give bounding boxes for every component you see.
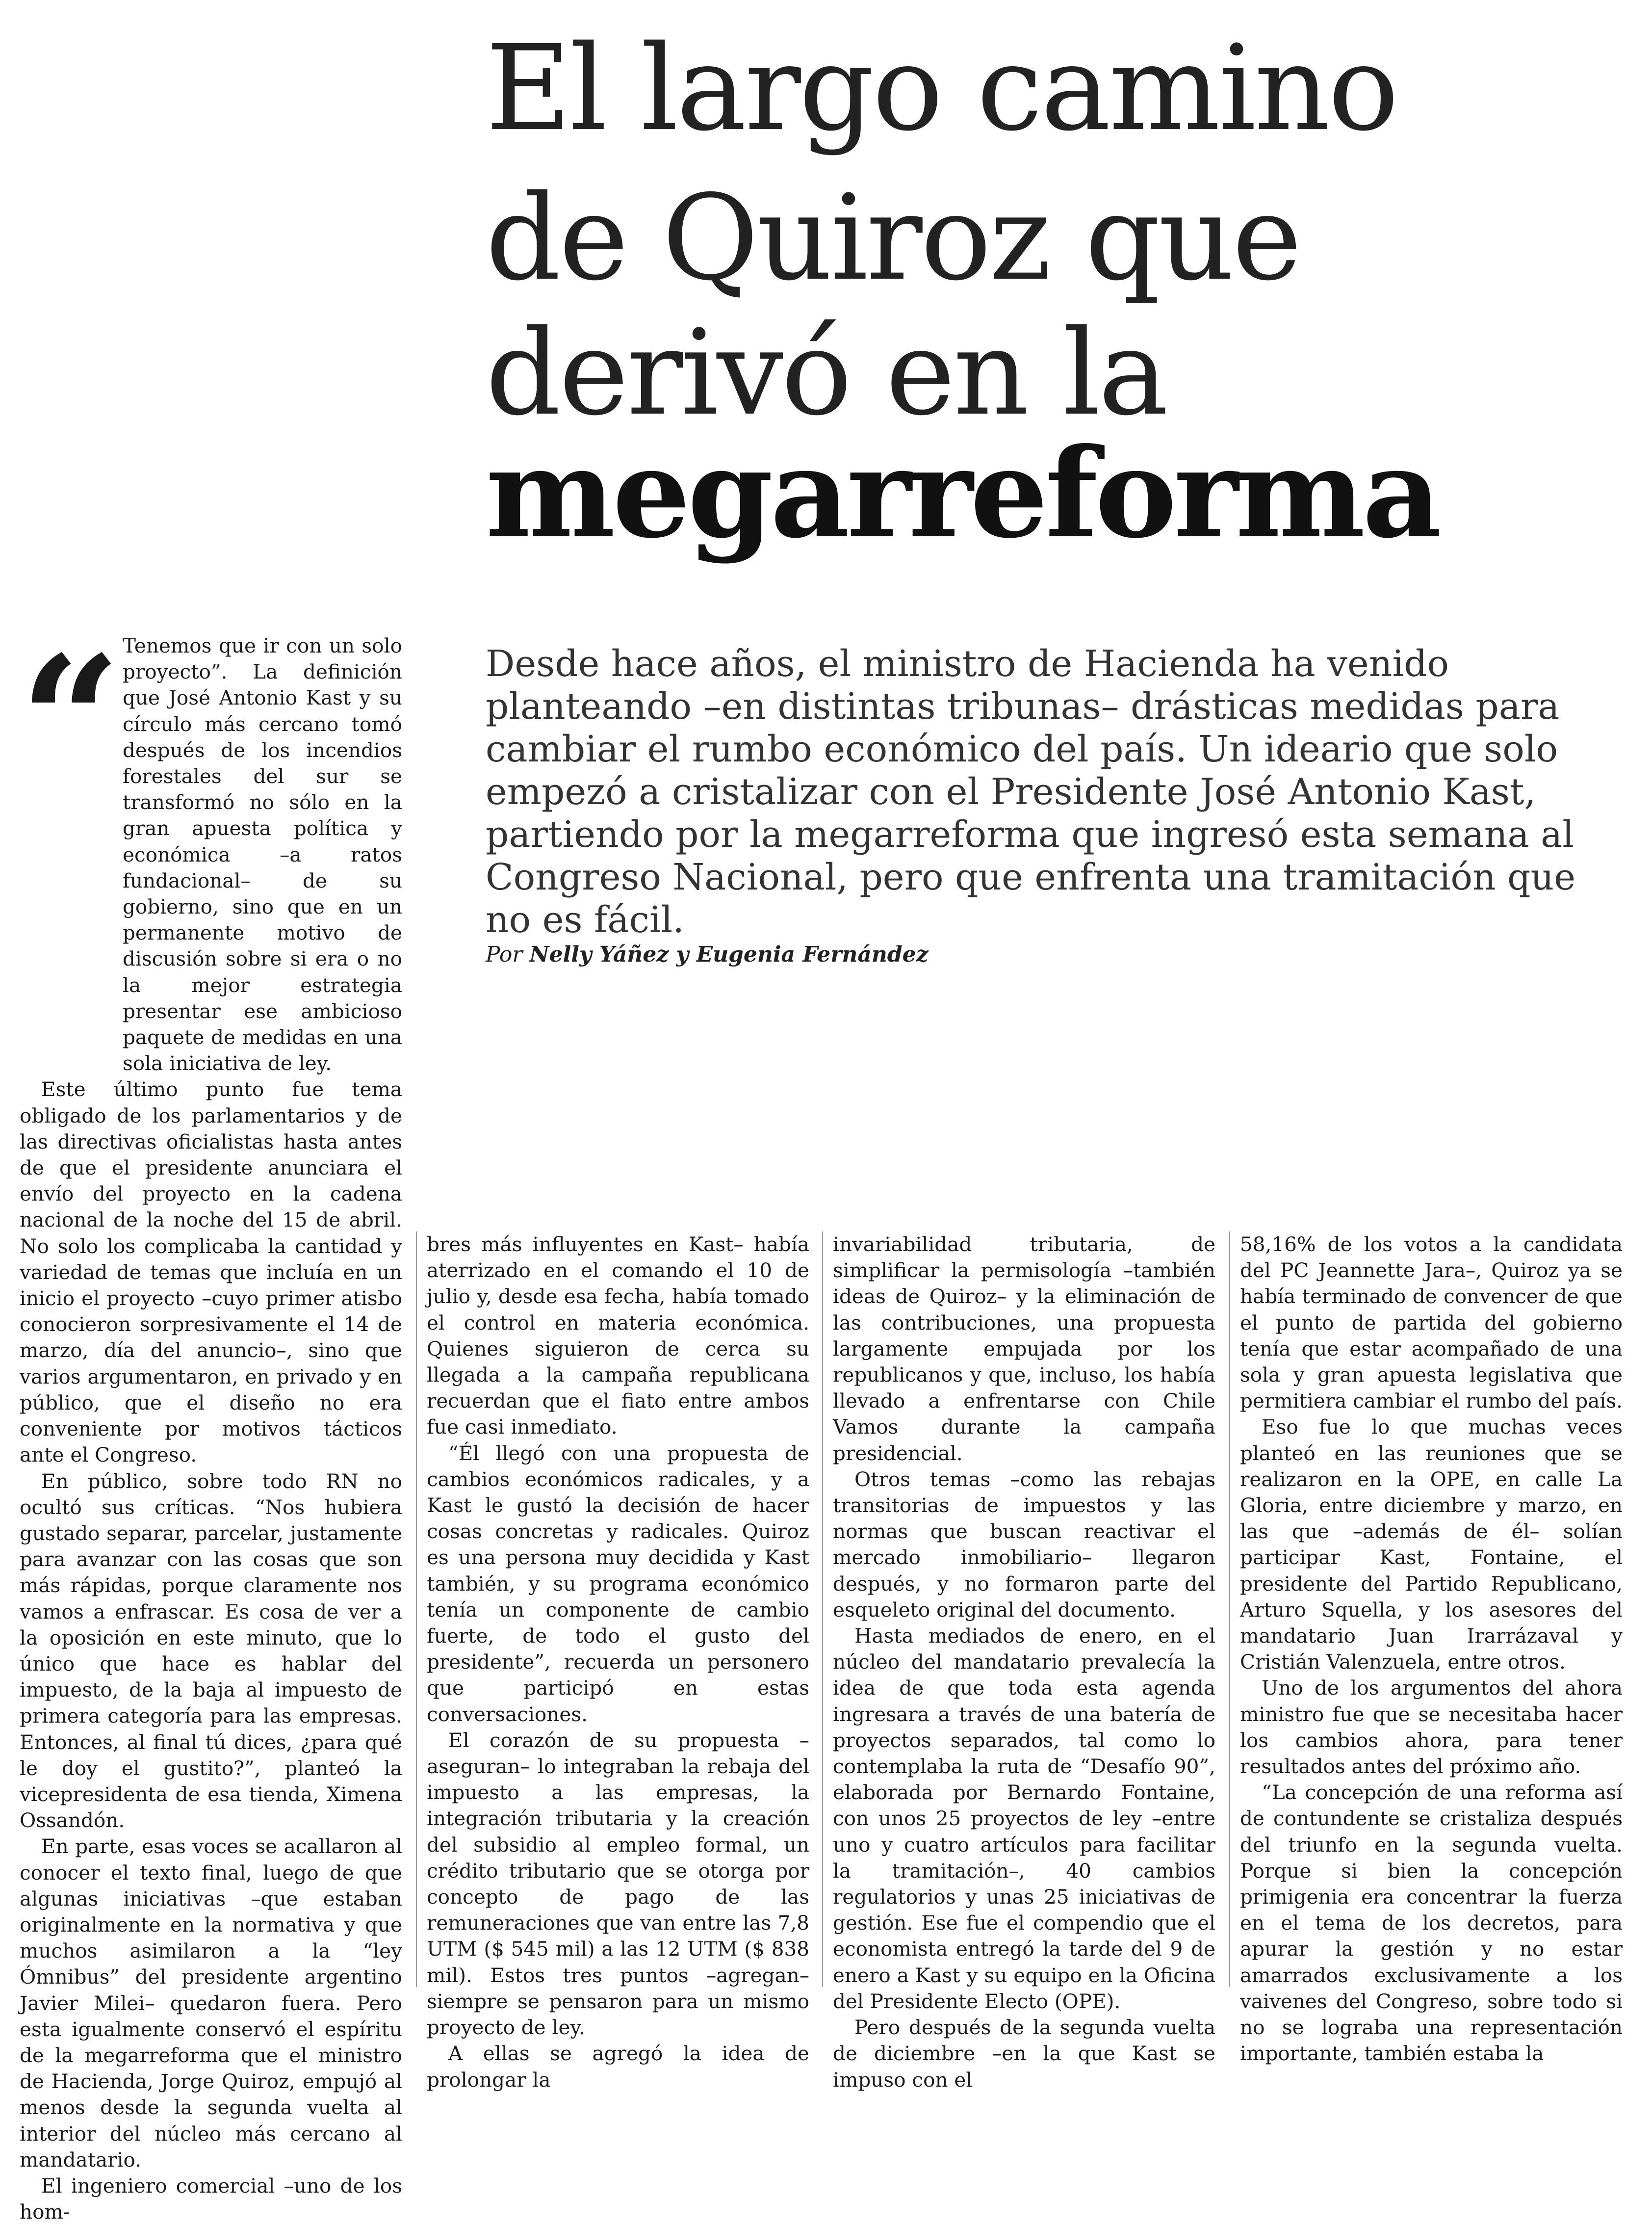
article-column-1 <box>20 617 402 2225</box>
paragraph: Otros temas –como las rebajas transitorias de impuestos y las normas que buscan reactivar el mercado inmobiliario– llegaron después, y no formaron parte del esqueleto original del documento. <box>833 1467 1215 1622</box>
paragraph: Hasta mediados de enero, en el núcleo del mandatario prevalecía la idea de que toda esta agenda ingresara a través de una batería de proyectos separados, tal como lo contemplaba la ruta de “Desafío 90”, elaborada por Bernardo Fontaine, con unos 25 proyectos de ley –entre uno y cuatro artículos para facilitar la tramitación–, 40 cambios regulatorios y unas 25 iniciativas de gestión. Ese fue el compendio que el economista entregó la tarde del 9 de enero a Kast y su equipo en la Oficina del Presidente Electo (OPE). <box>833 1624 1215 2013</box>
paragraph: A ellas se agregó la idea de prolongar la <box>427 2042 809 2092</box>
paragraph: El corazón de su propuesta –aseguran– lo integraban la rebaja del impuesto a las empresas, la integración tributaria y la creación del subsidio al empleo formal, un crédito tributario que se otorga por concepto de pago de las remuneraciones que van entre las 7,8 UTM ($ 545 mil) a las 12 UTM ($ 838 mil). Estos tres puntos –agregan– siempre se pensaron para un mismo proyecto de ley. <box>427 1728 809 2040</box>
paragraph: Uno de los argumentos del ahora ministro fue que se necesitaba hacer los cambios ahora, para tener resultados antes del próximo año. <box>1240 1676 1623 1779</box>
lead-paragraph: Desde hace años, el ministro de Hacienda ha venido planteando –en distintas tribunas– drásticas medidas para cambiar el rumbo económico del país. Un ideario que solo empezó a cristalizar con el Presidente José Antonio Kast, partiendo por la megarreforma que ingresó esta semana al Congreso Nacional, pero que enfrenta una tramitación que no es fácil. <box>486 643 1575 941</box>
paragraph: En público, sobre todo RN no ocultó sus críticas. “Nos hubiera gustado separar, parcelar, justamente para avanzar con las cosas que son más rápidas, porque claramente nos vamos a enfrascar. Es cosa de ver a la oposición en este minuto, que lo único que hace es hablar del impuesto, de la baja al impuesto de primera categoría para las empresas. Entonces, al final tú dices, ¿para qué le doy el gustito?”, planteó la vicepresidenta de esa tienda, Ximena Ossandón. <box>20 1469 402 1832</box>
article-column-3 <box>833 1231 1215 2093</box>
paragraph: “Él llegó con una propuesta de cambios económicos radicales, y a Kast le gustó la decisión de hacer cosas concretas y radicales. Quiroz es una persona muy decidida y Kast también, y su programa económico tenía un componente de cambio fuerte, de todo el gusto del presidente”, recuerda un personero que participó en estas conversaciones. <box>427 1441 809 1726</box>
headline-line-1: El largo camino <box>486 20 1397 157</box>
opening-quote-icon: “ <box>20 617 122 825</box>
paragraph: Este último punto fue tema obligado de los parlamentarios y de las directivas oficialistas hasta antes de que el presidente anunciara el envío del proyecto en la cadena nacional de la noche del 15 de abril. No solo los complicaba la cantidad y variedad de temas que incluía en un inicio el proyecto –cuyo primer atisbo conocieron sorpresivamente el 14 de marzo, día del anuncio–, sino que varios argumentaron, en privado y en público, que el diseño no era conveniente por motivos tácticos ante el Congreso. <box>20 1077 402 1467</box>
byline-authors: Nelly Yáñez y Eugenia Fernández <box>529 942 929 967</box>
article-column-4 <box>1240 1231 1623 2067</box>
column-divider <box>1229 1231 1230 1987</box>
article-column-2 <box>427 1231 809 2093</box>
headline-line-3: derivó en la <box>486 304 1167 442</box>
headline-line-4-bold: megarreforma <box>486 421 1439 565</box>
byline <box>486 942 929 967</box>
paragraph: Eso fue lo que muchas veces planteó en las reuniones que se realizaron en la OPE, en calle La Gloria, entre diciembre y marzo, en las que –además de él– solían participar Kast, Fontaine, el presidente del Partido Republicano, Arturo Squella, y los asesores del mandatario Juan Irarrázaval y Cristián Valenzuela, entre otros. <box>1240 1415 1623 1674</box>
byline-prefix: Por <box>486 942 523 967</box>
column-divider <box>416 1231 417 1987</box>
column-divider <box>822 1231 823 1987</box>
paragraph: El ingeniero comercial –uno de los hom- <box>20 2173 402 2224</box>
paragraph: “La concepción de una reforma así de contundente se cristaliza después del triunfo en la segunda vuelta. Porque si bien la concepción primigenia era concentrar la fuerza en el tema de los decretos, para apurar la gestión y no estar amarrados exclusivamente a los vaivenes del Congreso, sobre todo si no se lograba una representación importante, también estaba la <box>1240 1780 1623 2066</box>
paragraph: bres más influyentes en Kast– había aterrizado en el comando el 10 de julio y, desde esa fecha, había tomado el control en materia económica. Quienes siguieron de cerca su llegada a la campaña republicana recuerdan que el fiato entre ambos fue casi inmediato. <box>427 1232 809 1439</box>
headline-line-2: de Quiroz que <box>486 169 1300 307</box>
paragraph: 58,16% de los votos a la candidata del PC Jeannette Jara–, Quiroz ya se había terminado de convencer de que el punto de partida del gobierno tenía que estar acompañado de una sola y gran apuesta legislativa que permitiera cambiar el rumbo del país. <box>1240 1232 1623 1413</box>
paragraph: Pero después de la segunda vuelta de diciembre –en la que Kast se impuso con el <box>833 2016 1215 2092</box>
paragraph: invariabilidad tributaria, de simplificar la permisología –también ideas de Quiroz– y la eliminación de las contribuciones, una propuesta largamente empujada por los republicanos y que, incluso, los había llevado a enfrentarse con Chile Vamos durante la campaña presidencial. <box>833 1232 1215 1465</box>
paragraph: Tenemos que ir con un solo proyecto”. La definición que José Antonio Kast y su círculo más cercano tomó después de los incendios forestales del sur se transformó no sólo en la gran apuesta política y económica –a ratos fundacional– de su gobierno, sino que en un permanente motivo de discusión sobre si era o no la mejor estrategia presentar ese ambicioso paquete de medidas en una sola iniciativa de ley. <box>123 634 402 1075</box>
paragraph: En parte, esas voces se acallaron al conocer el texto final, luego de que algunas iniciativas –que estaban originalmente en la normativa y que muchos asimilaron a la “ley Ómnibus” del presidente argentino Javier Milei– quedaron fuera. Pero esta igualmente conservó el espíritu de la megarreforma que el ministro de Hacienda, Jorge Quiroz, empujó al menos desde la segunda vuelta al interior del núcleo más cercano al mandatario. <box>20 1834 402 2172</box>
